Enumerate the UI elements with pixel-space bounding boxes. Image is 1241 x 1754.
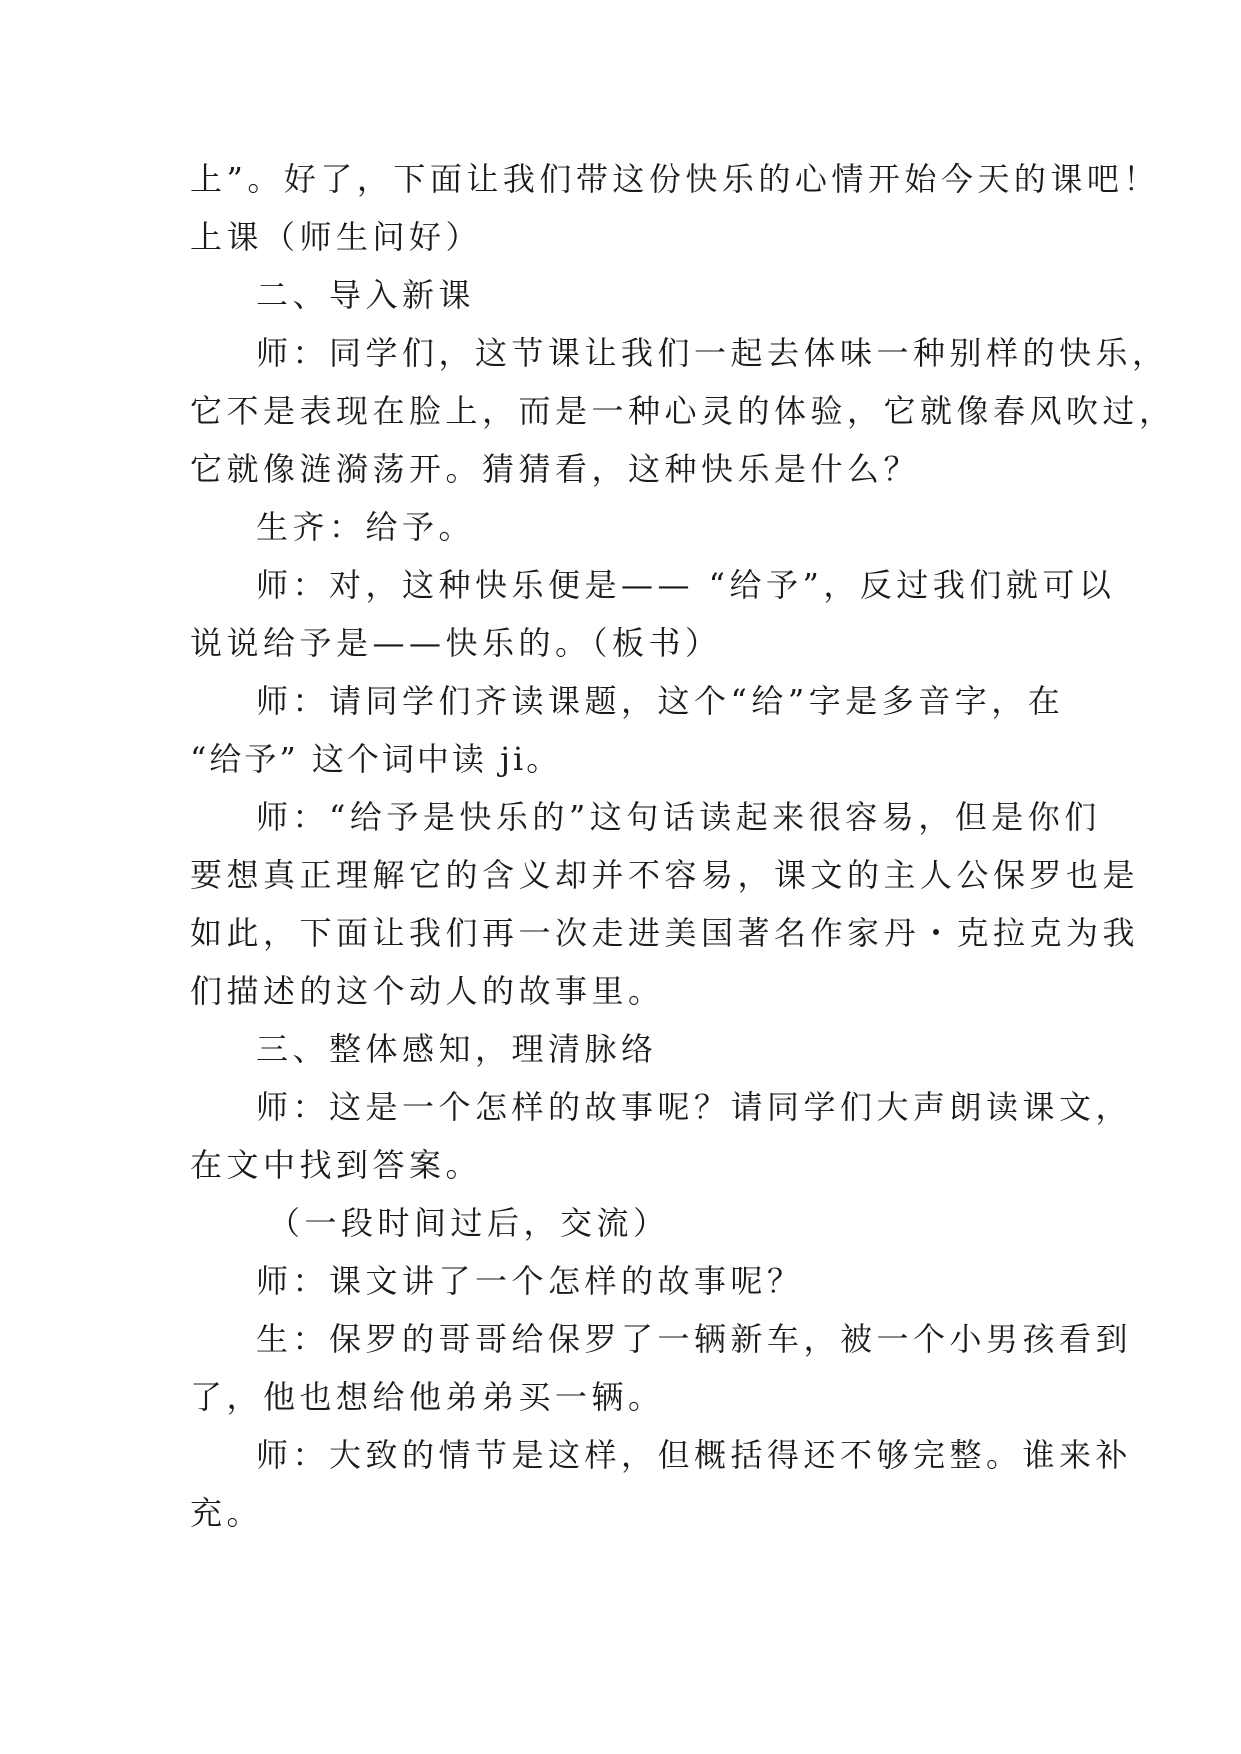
- paragraph-line: “给予” 这个词中读 ji。: [190, 740, 562, 778]
- paragraph-line: 充。: [190, 1494, 264, 1532]
- paragraph-line: 上”。好了，下面让我们带这份快乐的心情开始今天的课吧！: [190, 160, 1160, 198]
- section-heading: 三、整体感知，理清脉络: [256, 1030, 658, 1068]
- document-body: [190, 150, 1176, 1542]
- paragraph-line: 师：同学们，这节课让我们一起去体味一种别样的快乐，: [256, 334, 1169, 372]
- paragraph-line: 师：这是一个怎样的故事呢？请同学们大声朗读课文，: [256, 1088, 1133, 1126]
- paragraph-line: 要想真正理解它的含义却并不容易，课文的主人公保罗也是: [190, 856, 1140, 894]
- paragraph-line: 在文中找到答案。: [190, 1146, 483, 1184]
- paragraph-line: （一段时间过后，交流）: [268, 1204, 670, 1242]
- paragraph-line: 生：保罗的哥哥给保罗了一辆新车，被一个小男孩看到: [256, 1320, 1133, 1358]
- paragraph-line: 们描述的这个动人的故事里。: [190, 972, 665, 1010]
- paragraph-line: 说说给予是——快乐的。（板书）: [190, 624, 722, 662]
- paragraph-line: 师：“给予是快乐的”这句话读起来很容易，但是你们: [256, 798, 1101, 836]
- paragraph-line: 师：课文讲了一个怎样的故事呢？: [256, 1262, 804, 1300]
- paragraph-line: 师：请同学们齐读课题，这个“给”字是多音字，在: [256, 682, 1065, 720]
- paragraph-line: 如此，下面让我们再一次走进美国著名作家丹・克拉克为我: [190, 914, 1140, 952]
- paragraph-line: 师：对，这种快乐便是—— “给予”，反过我们就可以: [256, 566, 1116, 604]
- paragraph-line: 上课（师生问好）: [190, 218, 483, 256]
- paragraph-line: 了，他也想给他弟弟买一辆。: [190, 1378, 665, 1416]
- paragraph-line: 生齐：给予。: [256, 508, 476, 546]
- paragraph-line: 师：大致的情节是这样，但概括得还不够完整。谁来补: [256, 1436, 1133, 1474]
- paragraph-line: 它就像涟漪荡开。猜猜看，这种快乐是什么？: [190, 450, 921, 488]
- paragraph-line: 它不是表现在脸上，而是一种心灵的体验，它就像春风吹过，: [190, 392, 1176, 430]
- section-heading: 二、导入新课: [256, 276, 476, 314]
